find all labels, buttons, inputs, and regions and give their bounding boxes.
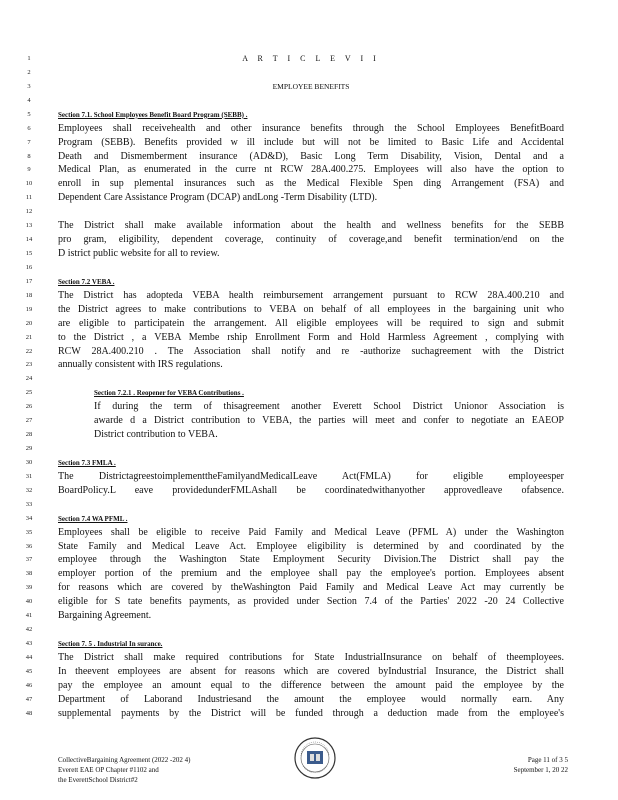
line-number: 25: [25, 389, 33, 397]
section-heading: Section 7. 5 . Industrial In surance.: [58, 640, 163, 649]
line-number: 7: [27, 138, 31, 146]
line-number: 34: [25, 514, 33, 522]
footer-left-line-3: the EverettSchool District#2: [58, 776, 138, 784]
document-line: [0, 637, 618, 651]
line-text: Employees shall receivehealth and other insurance benefits through the School Employees BenefitBoard: [58, 122, 564, 134]
line-number: 23: [25, 361, 33, 369]
line-text: D istrict public website for all to review.: [58, 248, 220, 260]
document-line: [0, 275, 618, 289]
document-line: [0, 317, 618, 331]
line-number: 13: [25, 222, 33, 230]
document-line: [0, 707, 618, 721]
line-number: 16: [25, 263, 33, 271]
line-text: The District has adopteda VEBA health reimbursement arrangement pursuant to RCW 28A.400.210 and: [58, 289, 564, 301]
line-number: 17: [25, 277, 33, 285]
document-line: [0, 498, 618, 512]
document-line: [0, 400, 618, 414]
line-text: pro gram, eligibility, dependent coverage, continuity of coverage,and benefit termination/end on the: [58, 234, 564, 246]
line-text: eligible for S tate benefits payments, as provided under Section 7.4 of the Parties' 2022 -20 24 Collective: [58, 596, 564, 608]
line-number: 43: [25, 640, 33, 648]
document-line: [0, 289, 618, 303]
footer-left-line-2: Everett EAE OP Chapter #1102 and: [58, 766, 159, 774]
document-line: [0, 386, 618, 400]
line-text: Death and Dismemberment insurance (AD&D), Basic Long Term Disability, Vision, Dental and a: [58, 150, 564, 162]
line-number: 3: [27, 82, 31, 90]
line-text: employee through the Washington State Employment Security Division.The District shall pay the: [58, 554, 564, 566]
footer-left-line-1: CollectiveBargaining Agreement (2022 -202 4): [58, 756, 191, 764]
line-number: 8: [27, 152, 31, 160]
line-number: 20: [25, 319, 33, 327]
document-line: [0, 679, 618, 693]
document-line: [0, 80, 618, 94]
section-heading: Section 7.3 FMLA .: [58, 458, 116, 467]
footer-left: [58, 755, 298, 785]
line-number: 2: [27, 68, 31, 76]
line-text: Department of Laborand Industriesand the amount the employee would normally earn. Any: [58, 693, 564, 705]
document-line: [0, 609, 618, 623]
footer-page-number: Page 11 of 3 5: [527, 756, 568, 764]
line-number: 15: [25, 250, 33, 258]
line-text: enroll in sup plemental insurances such as the Medical Flexible Spen ding Arrangement (FSA) and: [58, 178, 564, 190]
line-text: Bargaining Agreement.: [58, 610, 152, 622]
line-number: 1: [27, 55, 31, 62]
line-text: In theevent employees are absent for reasons which are covered byIndustrial Insurance, the District shall: [58, 665, 564, 677]
line-text: employer portion of the premium and the employee shall pay the employee's portion. Employees absent: [58, 568, 564, 580]
line-text: BoardPolicy.L eave providedunderFMLAshall be coordinatedwithanyother approvedleave ofabsence.: [58, 484, 564, 496]
document-line: [0, 94, 618, 108]
line-number: 29: [25, 445, 33, 453]
document-line: [0, 177, 618, 191]
line-number: 12: [25, 208, 33, 216]
document-line: [0, 470, 618, 484]
article-heading: A R T I C L E V I I: [242, 54, 380, 63]
line-text: for reasons which are covered by theWashington Paid Family and Medical Leave Act may currently be: [58, 582, 564, 594]
document-line: [0, 623, 618, 637]
line-number: 36: [25, 542, 33, 550]
line-number: 32: [25, 486, 33, 494]
document-line: [0, 150, 618, 164]
line-text: pay the employee an amount equal to the difference between the amount paid the employee by the: [58, 679, 564, 691]
document-line: [0, 442, 618, 456]
document-line: [0, 205, 618, 219]
line-text: Dependent Care Assistance Program (DCAP) andLong -Term Disability (LTD).: [58, 192, 378, 204]
document-line: [0, 595, 618, 609]
line-number: 45: [25, 667, 33, 675]
document-line: [0, 261, 618, 275]
document-line: [0, 247, 618, 261]
document-line: [0, 52, 618, 66]
line-number: 30: [25, 458, 33, 466]
document-line: [0, 581, 618, 595]
document-line: [0, 428, 618, 442]
line-number: 44: [25, 653, 33, 661]
line-number: 21: [25, 333, 33, 341]
line-number: 10: [25, 180, 33, 188]
document-line: [0, 540, 618, 554]
line-number: 28: [25, 431, 33, 439]
line-text: The District shall make required contributions for State IndustrialInsurance on behalf of theemployees.: [58, 651, 564, 663]
line-number: 26: [25, 403, 33, 411]
line-text: to the District , a VEBA Membe rship Enrollment Form and Hold Harmless Agreement , complying with: [58, 331, 564, 343]
line-text: are eligible to participatein the arrangement. All eligible employees will be required to sign and submit: [58, 317, 564, 329]
document-line: [0, 358, 618, 372]
section-heading: Section 7.2 VEBA .: [58, 277, 115, 286]
line-text: State Family and Medical Leave Act. Employee eligibility is determined by and coordinated by the: [58, 540, 564, 552]
document-line: [0, 163, 618, 177]
document-line: [0, 553, 618, 567]
document-line: [0, 372, 618, 386]
document-line: [0, 651, 618, 665]
line-text: The District shall make available information about the health and wellness benefits for the SEBB: [58, 220, 564, 232]
line-text: RCW 28A.400.210 . The Association shall notify and re -authorize suchagreement with the District: [58, 345, 564, 357]
document-line: [0, 484, 618, 498]
footer-right: [448, 755, 568, 775]
section-heading: Section 7.4 WA PFML .: [58, 514, 128, 523]
document-line: [0, 512, 618, 526]
line-number: 6: [27, 124, 31, 132]
document-line: [0, 219, 618, 233]
line-text: supplemental payments by the District will be funded through a deduction made from the employee's: [58, 707, 564, 719]
document-line: [0, 136, 618, 150]
document-line: [0, 331, 618, 345]
line-text: District contribution to VEBA.: [94, 429, 218, 441]
document-line: [0, 233, 618, 247]
line-text: awarde d a District contribution to VEBA, the parties will meet and confer to negotiate an EAEOP: [94, 415, 564, 427]
document-line: [0, 693, 618, 707]
line-number: 47: [25, 695, 33, 703]
line-text: annually consistent with IRS regulations.: [58, 359, 223, 371]
line-text: If during the term of thisagreement another Everett School District Unionor Association is: [94, 401, 564, 413]
document-line: [0, 122, 618, 136]
line-text: the District agrees to make contributions to VEBA on behalf of all employees in the bargaining unit who: [58, 303, 564, 315]
line-number: 33: [25, 500, 33, 508]
line-text: The DistrictagreestoimplementtheFamilyandMedicalLeave Act(FMLA) for eligible employeesper: [58, 470, 564, 482]
line-number: 37: [25, 556, 33, 564]
document-line: [0, 526, 618, 540]
section-heading: Section 7.1. School Employees Benefit Board Program (SEBB) .: [58, 110, 248, 119]
line-number: 11: [25, 194, 33, 202]
line-number: 48: [25, 709, 33, 717]
line-number: 18: [25, 291, 33, 299]
line-number: 46: [25, 681, 33, 689]
line-text: Program (SEBB). Benefits provided w ill include but will not be limited to Basic Life and Accidental: [58, 136, 564, 148]
document-line: [0, 108, 618, 122]
line-number: 42: [25, 626, 33, 634]
line-number: 31: [25, 472, 33, 480]
line-number: 38: [25, 570, 33, 578]
footer-date: September 1, 20 22: [513, 766, 568, 774]
line-number: 24: [25, 375, 33, 383]
document-line: [0, 456, 618, 470]
document-line: [0, 414, 618, 428]
line-number: 19: [25, 305, 33, 313]
section-heading: Section 7.2.1 . Reopener for VEBA Contributions .: [94, 389, 244, 398]
district-seal-logo: [293, 736, 337, 780]
line-number: 4: [27, 96, 31, 104]
article-title: EMPLOYEE BENEFITS: [272, 81, 350, 91]
line-number: 9: [27, 166, 31, 174]
line-number: 5: [27, 110, 31, 118]
line-number: 14: [25, 236, 33, 244]
line-number: 39: [25, 584, 33, 592]
document-line: [0, 191, 618, 205]
line-text: Employees shall be eligible to receive Paid Family and Medical Leave (PFML A) under the Washington: [58, 526, 564, 538]
document-line: [0, 567, 618, 581]
line-text: Medical Plan, as enumerated in the curre nt RCW 28A.400.275. Employees will also have the option to: [58, 164, 564, 176]
document-line: [0, 665, 618, 679]
line-number: 40: [25, 598, 33, 606]
document-line: [0, 66, 618, 80]
line-number: 27: [25, 417, 33, 425]
line-number: 35: [25, 528, 33, 536]
line-number: 41: [25, 612, 33, 620]
document-line: [0, 345, 618, 359]
line-number: 22: [25, 347, 33, 355]
document-line: [0, 303, 618, 317]
